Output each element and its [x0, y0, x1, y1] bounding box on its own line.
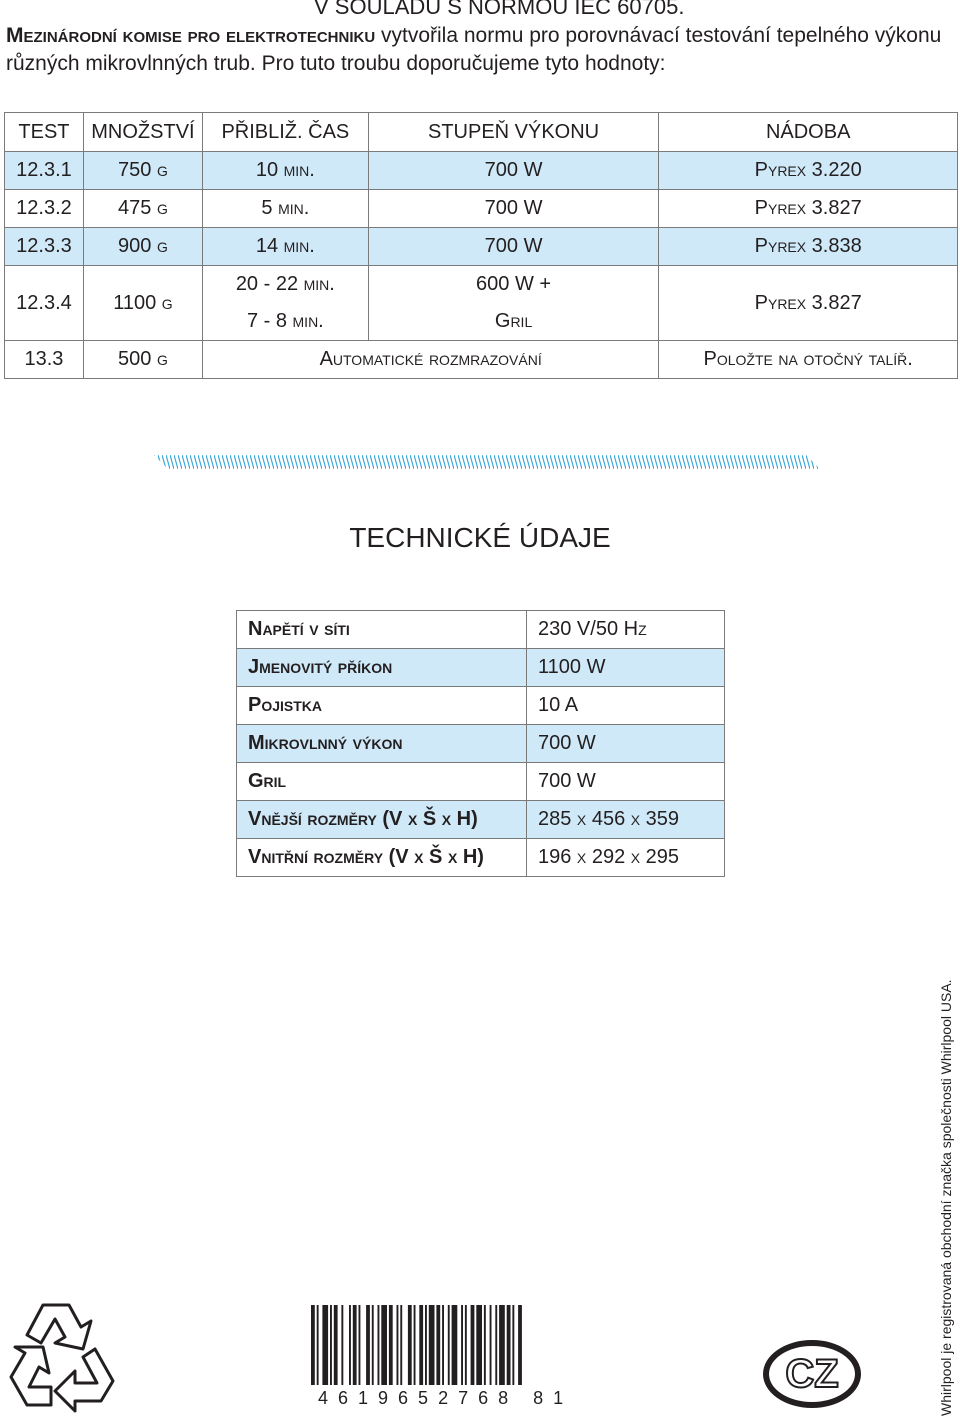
- trademark-note: Whirlpool je registrovaná obchodní značka společnosti Whirlpool USA.: [938, 979, 954, 1416]
- table-row: [5, 228, 958, 266]
- cell-power: 700 W: [368, 228, 659, 266]
- header-power: STUPEŇ VÝKONU: [368, 113, 659, 152]
- barcode-bar: [372, 1305, 374, 1385]
- country-badge: CZ: [763, 1340, 861, 1408]
- cell-power: 700 W: [368, 152, 659, 190]
- spec-label: Gril: [237, 763, 527, 801]
- cell-time: 10 min.: [202, 152, 368, 190]
- table-row: [5, 266, 958, 304]
- barcode-bar: [389, 1305, 393, 1385]
- spec-row: [237, 801, 725, 839]
- spec-label: Mikrovlnný výkon: [237, 725, 527, 763]
- cell-test: 12.3.2: [5, 190, 84, 228]
- cell-quantity: 500 g: [83, 341, 202, 379]
- table-header-row: [5, 113, 958, 152]
- barcode-bar: [512, 1305, 514, 1385]
- barcode-bar: [465, 1305, 467, 1385]
- spec-value: 230 V/50 Hz: [527, 611, 725, 649]
- barcode-bar: [452, 1305, 458, 1385]
- cell-time-a: 20 - 22 min.: [202, 266, 368, 304]
- cell-dish: Pyrex 3.838: [659, 228, 958, 266]
- barcode-bar: [484, 1305, 486, 1385]
- cell-dish: Pyrex 3.827: [659, 190, 958, 228]
- spec-row: [237, 687, 725, 725]
- barcode-bar: [425, 1305, 427, 1385]
- standard-heading: V SOULADU S NORMOU IEC 60705.: [314, 0, 685, 19]
- barcode-bar: [381, 1305, 387, 1385]
- header-dish: NÁDOBA: [659, 113, 958, 152]
- cell-dish: Pyrex 3.827: [659, 266, 958, 341]
- spec-value: 700 W: [527, 725, 725, 763]
- barcode-digits: 4619652768 81: [318, 1388, 574, 1408]
- spec-row: [237, 611, 725, 649]
- spec-label: Vnější rozměry (V x Š x H): [237, 801, 527, 839]
- cell-dish: Položte na otočný talíř.: [659, 341, 958, 379]
- spec-table: [236, 610, 725, 877]
- test-table: [4, 112, 958, 379]
- barcode-bar: [408, 1305, 412, 1385]
- spec-row: [237, 839, 725, 877]
- barcode-bar: [476, 1305, 482, 1385]
- barcode-bar: [448, 1305, 450, 1385]
- cell-test: 12.3.1: [5, 152, 84, 190]
- barcode-bar: [341, 1305, 343, 1385]
- spec-row: [237, 649, 725, 687]
- barcode-bar: [349, 1305, 351, 1385]
- barcode-bar: [436, 1305, 440, 1385]
- intro-paragraph: [6, 22, 956, 78]
- cell-quantity: 900 g: [83, 228, 202, 266]
- cell-time: 14 min.: [202, 228, 368, 266]
- spec-value: 10 A: [527, 687, 725, 725]
- spec-value: 1100 W: [527, 649, 725, 687]
- cell-power: 700 W: [368, 190, 659, 228]
- barcode-bar: [311, 1305, 315, 1385]
- spec-title: TECHNICKÉ ÚDAJE: [349, 522, 611, 553]
- spec-label: Jmenovitý příkon: [237, 649, 527, 687]
- cell-quantity: 1100 g: [83, 266, 202, 341]
- spec-row: [237, 725, 725, 763]
- header-time: PŘIBLIŽ. ČAS: [202, 113, 368, 152]
- cell-mode: Automatické rozmrazování: [202, 341, 658, 379]
- barcode-bar: [518, 1305, 522, 1385]
- barcode-bar: [414, 1305, 416, 1385]
- recycle-icon: [3, 1297, 121, 1415]
- table-row: [5, 190, 958, 228]
- barcode-bar: [322, 1305, 328, 1385]
- barcode-bar: [317, 1305, 319, 1385]
- cell-dish: Pyrex 3.220: [659, 152, 958, 190]
- cell-quantity: 750 g: [83, 152, 202, 190]
- cell-test: 13.3: [5, 341, 84, 379]
- spec-value: 196 x 292 x 295: [527, 839, 725, 877]
- barcode-bar: [359, 1305, 361, 1385]
- cell-quantity: 475 g: [83, 190, 202, 228]
- intro-text: vytvořila normu pro porovnávací testování tepelného výkonu různých mikrovlnných trub. Pro tuto troubu doporučujeme tyto hodnoty:: [6, 24, 942, 75]
- barcode-bar: [429, 1305, 435, 1385]
- barcode-bar: [442, 1305, 444, 1385]
- barcode-bar: [461, 1305, 463, 1385]
- cell-time: 5 min.: [202, 190, 368, 228]
- spec-label: Napětí v síti: [237, 611, 527, 649]
- spec-value: 285 x 456 x 359: [527, 801, 725, 839]
- barcode-bar: [330, 1305, 332, 1385]
- barcode-bar: [471, 1305, 475, 1385]
- spec-label: Vnitřní rozměry (V x Š x H): [237, 839, 527, 877]
- cell-test: 12.3.4: [5, 266, 84, 341]
- cell-test: 12.3.3: [5, 228, 84, 266]
- spec-row: [237, 763, 725, 801]
- barcode-bar: [507, 1305, 511, 1385]
- barcode-bar: [495, 1305, 497, 1385]
- cell-time-b: 7 - 8 min.: [202, 303, 368, 341]
- intro-lead: Mezinárodní komise pro elektrotechniku: [6, 24, 376, 47]
- barcode-bar: [378, 1305, 380, 1385]
- barcode-bar: [353, 1305, 357, 1385]
- barcode-bar: [400, 1305, 402, 1385]
- table-row: [5, 152, 958, 190]
- barcode-bar: [419, 1305, 423, 1385]
- cell-power-a: 600 W +: [368, 266, 659, 304]
- spec-label: Pojistka: [237, 687, 527, 725]
- zigzag-divider: [154, 455, 820, 471]
- barcode-bar: [397, 1305, 399, 1385]
- table-row: [5, 341, 958, 379]
- header-test: TEST: [5, 113, 84, 152]
- header-quantity: MNOŽSTVÍ: [83, 113, 202, 152]
- barcode-bar: [499, 1305, 505, 1385]
- barcode: [311, 1305, 581, 1387]
- cell-power-b: Gril: [368, 303, 659, 341]
- barcode-bar: [334, 1305, 338, 1385]
- barcode-bar: [490, 1305, 492, 1385]
- spec-value: 700 W: [527, 763, 725, 801]
- barcode-bar: [366, 1305, 370, 1385]
